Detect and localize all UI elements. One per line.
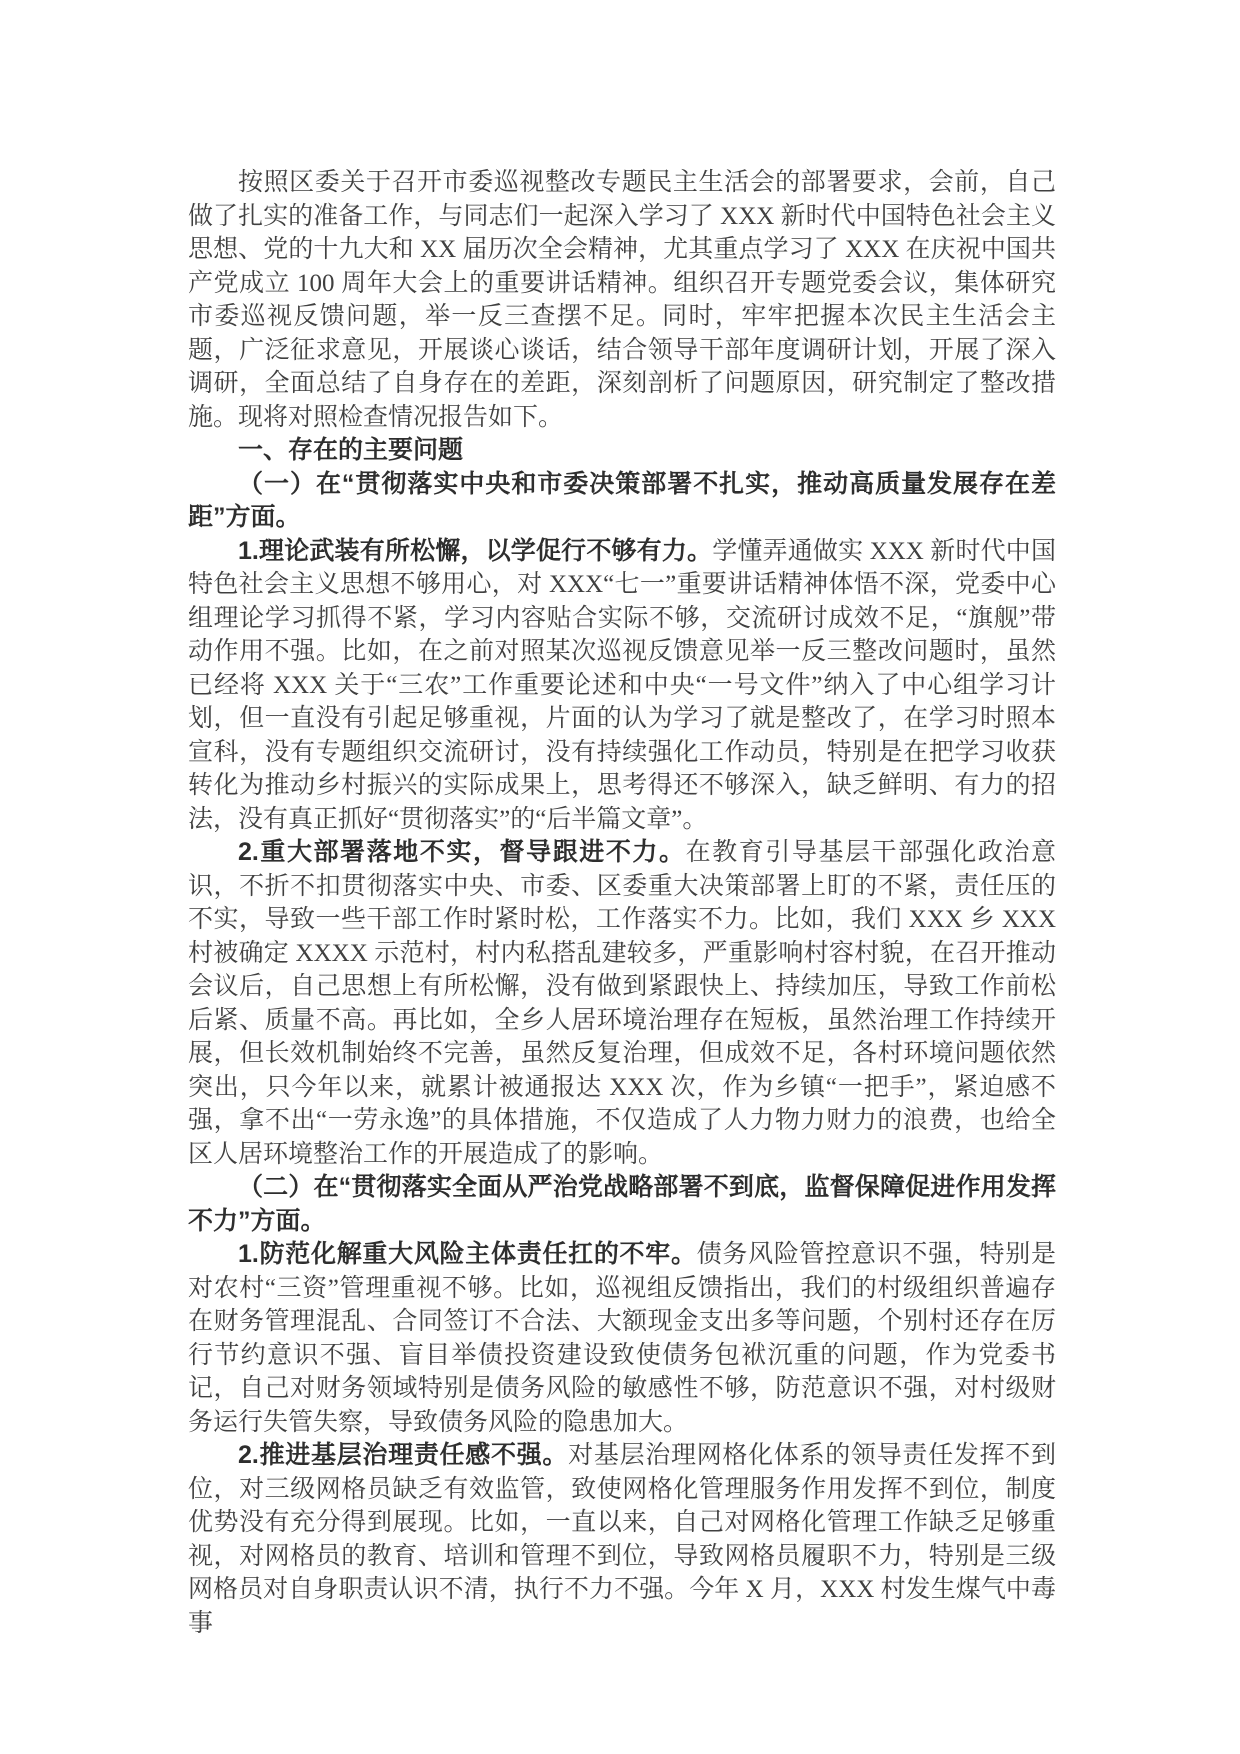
subsection-heading-2: （二）在“贯彻落实全面从严治党战略部署不到底，监督保障促进作用发挥不力”方面。 [188, 1173, 1056, 1235]
document-body [188, 166, 1056, 1640]
item-1-2 [188, 836, 1056, 1171]
item-2-2-lead: 2.推进基层治理责任感不强。 [238, 1441, 569, 1469]
item-2-2 [188, 1439, 1056, 1640]
item-1-1 [188, 535, 1056, 837]
item-2-1 [188, 1238, 1056, 1439]
item-1-2-text: 在教育引导基层干部强化政治意识，不折不扣贯彻落实中央、市委、区委重大决策部署上盯的不紧，责任压的不实，导致一些干部工作时紧时松，工作落实不力。比如，我们 XXX 乡 XXX 村被确定 XXXX 示范村，村内私搭乱建较多，严重影响村容村貌，在召开推动会议后，自己思想上有所松懈，没有做到紧跟快上、持续加压，导致工作前松后紧、质量不高。再比如，全乡人居环境治理存在短板，虽然治理工作持续开展，但长效机制始终不完善，虽然反复治理，但成效不足，各村环境问题依然突出，只今年以来，就累计被通报达 XXX 次，作为乡镇“一把手”，紧迫感不强，拿不出“一劳永逸”的具体措施，不仅造成了人力物力财力的浪费，也给全区人居环境整治工作的开展造成了的影响。 [188, 839, 1056, 1168]
item-2-2-text: 对基层治理网格化体系的领导责任发挥不到位，对三级网格员缺乏有效监管，致使网格化管理服务作用发挥不到位，制度优势没有充分得到展现。比如，一直以来，自己对网格化管理工作缺乏足够重视，对网格员的教育、培训和管理不到位，导致网格员履职不力，特别是三级网格员对自身职责认识不清，执行不力不强。今年 X 月，XXX 村发生煤气中毒事 [188, 1442, 1056, 1637]
section-heading-main-problems: 一、存在的主要问题 [238, 436, 464, 464]
subsection-heading-1: （一）在“贯彻落实中央和市委决策部署不扎实，推动高质量发展存在差距”方面。 [188, 469, 1056, 531]
item-1-1-text: 学懂弄通做实 XXX 新时代中国特色社会主义思想不够用心，对 XXX“七一”重要讲话精神体悟不深，党委中心组理论学习抓得不紧，学习内容贴合实际不够，交流研讨成效不足，“旗舰”带动作用不强。比如，在之前对照某次巡视反馈意见举一反三整改问题时，虽然已经将 XXX 关于“三农”工作重要论述和中央“一号文件”纳入了中心组学习计划，但一直没有引起足够重视，片面的认为学习了就是整改了，在学习时照本宣科，没有专题组织交流研讨，没有持续强化工作动员，特别是在把学习收获转化为推动乡村振兴的实际成果上，思考得还不够深入，缺乏鲜明、有力的招法，没有真正抓好“贯彻落实”的“后半篇文章”。 [188, 537, 1056, 833]
intro-paragraph: 按照区委关于召开市委巡视整改专题民主生活会的部署要求，会前，自己做了扎实的准备工作，与同志们一起深入学习了 XXX 新时代中国特色社会主义思想、党的十九大和 XX 届历次全会精神，尤其重点学习了 XXX 在庆祝中国共产党成立 100 周年大会上的重要讲话精神。组织召开专题党委会议，集体研究市委巡视反馈问题，举一反三查摆不足。同时，牢牢把握本次民主生活会主题，广泛征求意见，开展谈心谈话，结合领导干部年度调研计划，开展了深入调研，全面总结了自身存在的差距，深刻剖析了问题原因，研究制定了整改措施。现将对照检查情况报告如下。 [188, 169, 1056, 431]
item-1-2-lead: 2.重大部署落地不实，督导跟进不力。 [238, 838, 686, 866]
item-2-1-text: 债务风险管控意识不强，特别是对农村“三资”管理重视不够。比如，巡视组反馈指出，我们的村级组织普遍存在财务管理混乱、合同签订不合法、大额现金支出多等问题，个别村还存在厉行节约意识不强、盲目举债投资建设致使债务包袱沉重的问题，作为党委书记，自己对财务领域特别是债务风险的敏感性不够，防范意识不强，对村级财务运行失管失察，导致债务风险的隐患加大。 [188, 1241, 1056, 1436]
item-2-1-lead: 1.防范化解重大风险主体责任扛的不牢。 [238, 1240, 697, 1268]
item-1-1-lead: 1.理论武装有所松懈，以学促行不够有力。 [238, 536, 713, 565]
